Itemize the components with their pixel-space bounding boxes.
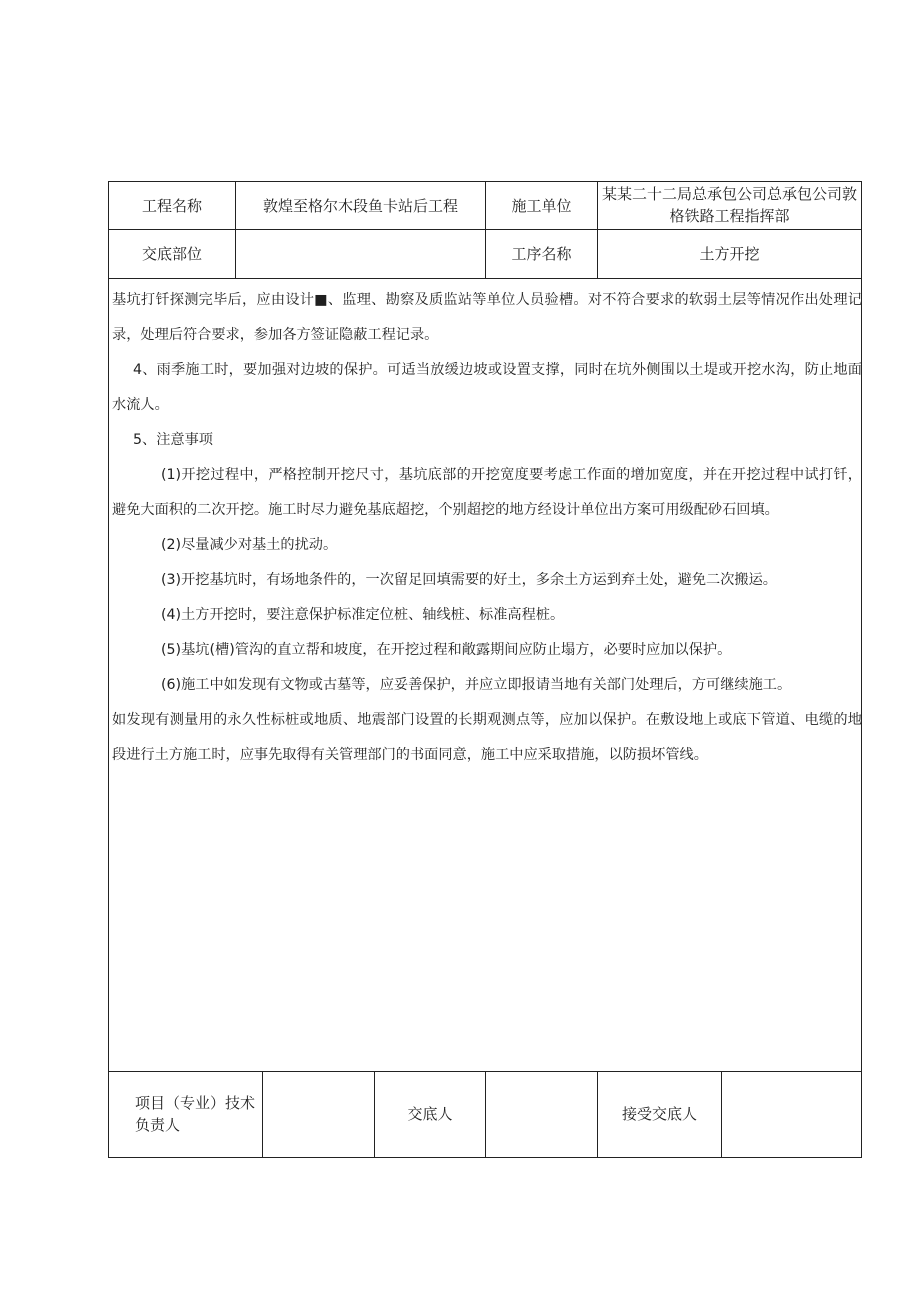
content-paragraph-5: (2)尽量减少对基土的扰动。	[161, 537, 338, 553]
construction-unit-label: 施工单位	[511, 197, 572, 215]
tech-lead-label-line2: 负责人	[135, 1116, 181, 1134]
receiver-label: 接受交底人	[621, 1105, 697, 1123]
content-paragraph-6: (3)开挖基坑时，有场地条件的，一次留足回填需要的好土，多余土方运到弃土处，避免二次搬运。	[161, 572, 777, 588]
project-name-label: 工程名称	[141, 197, 202, 215]
discloser-label: 交底人	[407, 1105, 453, 1123]
process-name-label: 工序名称	[511, 245, 572, 263]
tech-lead-label-line1: 项目（专业）技术	[135, 1094, 256, 1112]
table-border-left	[108, 181, 109, 1158]
content-paragraph-2: 4、雨季施工时，要加强对边坡的保护。可适当放缓边坡或设置支撑，同时在坑外侧围以土堤或开挖水沟，防止地面水流人。	[112, 362, 862, 413]
content-paragraph-9: (6)施工中如发现有文物或古墓等，应妥善保护，并应立即报请当地有关部门处理后，方可继续施工。	[161, 677, 792, 693]
content-paragraph-8: (5)基坑(槽)管沟的直立帮和坡度，在开挖过程和敞露期间应防止塌方，必要时应加以保护。	[161, 642, 732, 658]
construction-unit-value: 某某二十二局总承包公司总承包公司敦格铁路工程指挥部	[601, 185, 857, 225]
footer-divider-3	[485, 1071, 486, 1158]
footer-divider-5	[721, 1071, 722, 1158]
project-name-value: 敦煌至格尔木段鱼卡站后工程	[262, 197, 458, 215]
tech-lead-label	[135, 1092, 262, 1136]
handover-part-label: 交底部位	[141, 245, 202, 263]
content-paragraph-3: 5、注意事项	[133, 432, 213, 448]
process-name-value: 土方开挖	[699, 245, 760, 263]
content-paragraph-10: 如发现有测量用的永久性标桩或地质、地震部门设置的长期观测点等，应加以保护。在敷设地上或底下管道、电缆的地段进行土方施工时，应事先取得有关管理部门的书面同意，施工中应采取措施，以防损坏管线。	[112, 712, 862, 763]
content-paragraph-7: (4)土方开挖时，要注意保护标准定位桩、轴线桩、标准高程桩。	[161, 607, 565, 623]
content-paragraph-1: 基坑打钎探测完毕后，应由设计■、监理、勘察及质监站等单位人员验槽。对不符合要求的软弱土层等情况作出处理记录，处理后符合要求，参加各方签证隐蔽工程记录。	[112, 292, 862, 343]
handover-content	[112, 283, 862, 773]
content-paragraph-4: (1)开挖过程中，严格控制开挖尺寸，基坑底部的开挖宽度要考虑工作面的增加宽度，并在开挖过程中试打钎，避免大面积的二次开挖。施工时尽力避免基底超挖，个别超挖的地方经设计单位出方案可用级配砂石回填。	[112, 467, 862, 518]
footer-divider-1	[262, 1071, 263, 1158]
